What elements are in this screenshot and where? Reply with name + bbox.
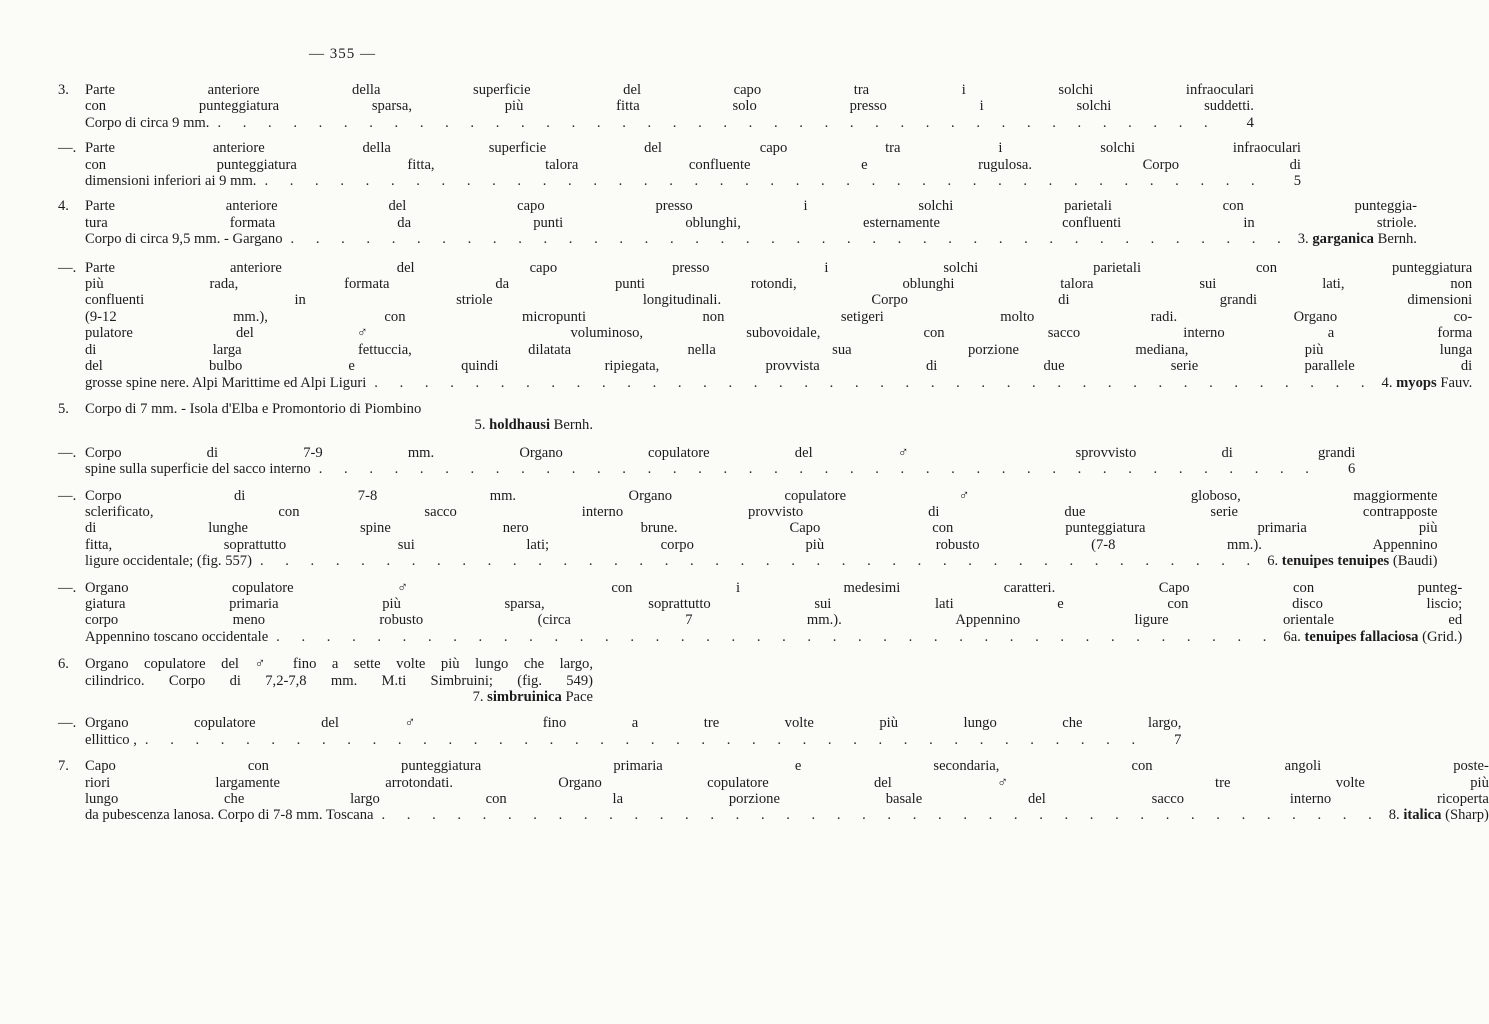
key-entry [58,140,1301,190]
dot-leader: . . . . . . . . . . . . . . . . . . . . . . . . . . . . . . . . . . . . . . . . [318,461,1318,478]
dot-leader: . . . . . . . . . . . . . . . . . . . . . . . . . . . . . . . . . . . . . . . . [290,231,1290,248]
text-line: da pubescenza lanosa. Corpo di 7-8 mm. Toscana [85,807,374,824]
text-line: Corpo di 7-8 mm. Organo copulatore ♂ globoso, maggiormente [85,487,1438,504]
couplet-reference [1381,807,1489,823]
couplet-reference: 6 [1347,461,1356,478]
entry-number: —. [58,579,77,596]
text-line: Organo copulatore del ♂ fino a tre volte più lungo che largo, [85,715,1182,732]
leader-line [85,732,1181,748]
text-line: (9-12 mm.), con micropunti non setigeri molto radi. Organo co- [85,308,1473,325]
text-line: grosse spine nere. Alpi Marittime ed Alpi Liguri [85,374,367,391]
text-line: di lunghe spine nero brune. Capo con punteggiatura primaria più [85,520,1438,537]
text-line: ligure occidentale; (fig. 557) [85,553,252,570]
couplet-reference: 5 [1293,173,1301,190]
entry-text [85,82,1254,131]
key-entry [58,198,1417,248]
text-line: dimensioni inferiori ai 9 mm. [85,173,257,190]
key-entry [58,579,1463,646]
entry-text [85,401,593,434]
text-line: spine sulla superficie del sacco interno [85,461,311,478]
taxon-number: 8. [1388,807,1400,824]
key-entries [58,82,1489,824]
couplet-reference [1259,553,1437,569]
entry-number: 3. [58,82,69,98]
couplet-reference: 4 [1246,114,1254,131]
entry-number: —. [58,715,77,732]
taxon-number: 4. [1381,374,1393,391]
entry-number: 4. [58,198,69,215]
entry-text [85,580,1462,646]
text-line: con punteggiatura sparsa, più fitta solo presso i solchi suddetti. [85,98,1254,115]
taxon-line [85,689,593,705]
text-line: sclerificato, con sacco interno provvisto di due serie contrapposte [85,503,1438,520]
couplet-reference: 7 [1174,731,1182,748]
text-line: con punteggiatura fitta, talora confluente e rugulosa. Corpo di [85,156,1301,173]
leader-line [85,461,1355,477]
entry-text [85,445,1355,478]
text-line: ellittico , [85,731,137,748]
text-line: fitta, soprattutto sui lati; corpo più robusto (7-8 mm.). Appennino [85,536,1438,553]
taxon-number: 6a. [1283,628,1301,645]
taxon-number: 6. [1267,553,1279,570]
page-number: — 355 — [309,46,376,62]
text-line: giatura primaria più sparsa, soprattutto sui lati e con disco liscio; [85,595,1463,612]
text-line: Appennino toscano occidentale [85,628,269,645]
entry-text [85,715,1181,748]
text-line: Corpo di 7-9 mm. Organo copulatore del ♂ sprovvisto di grandi [85,444,1356,461]
species-name: italica [1403,807,1442,824]
text-line: tura formata da punti oblunghi, esternamente confluenti in striole. [85,214,1417,231]
leader-line [85,173,1301,189]
text-line: confluenti in striole longitudinali. Corpo di grandi dimensioni [85,292,1473,309]
text-line: Corpo di circa 9,5 mm. - Gargano [85,231,283,248]
text-line: lungo che largo con la porzione basale del sacco interno ricoperta [85,791,1489,808]
key-entry [58,82,1254,131]
entry-number: 7. [58,758,69,775]
leader-line [85,375,1472,391]
taxon-number: 3. [1297,231,1309,248]
text-line: di larga fettuccia, dilatata nella sua porzione mediana, più lunga [85,341,1473,358]
leader-line [85,629,1462,645]
species-author: Bernh. [553,417,593,434]
text-line: Parte anteriore della superficie del capo tra i solchi infraoculari [85,140,1301,157]
entry-number: —. [58,259,77,276]
species-name: garganica [1312,231,1374,248]
entry-number: —. [58,140,77,157]
text-line: Organo copulatore del ♂ fino a sette volte più lungo che largo, [85,656,593,673]
key-entry [58,444,1356,478]
leader-line [85,553,1438,569]
entry-number: —. [58,444,77,461]
key-entry [58,758,1489,824]
species-author: Bernh. [1377,231,1417,248]
key-entry [58,259,1473,391]
taxon-line [85,417,593,433]
species-name: myops [1396,374,1437,391]
dot-leader: . . . . . . . . . . . . . . . . . . . . . . . . . . . . . . . . . . . . . . . . [144,731,1145,748]
entry-number: 5. [58,400,69,417]
dot-leader: . . . . . . . . . . . . . . . . . . . . . . . . . . . . . . . . . . . . . . . . [259,553,1260,570]
species-author: (Grid.) [1422,628,1463,645]
entry-text [85,140,1301,189]
species-author: (Sharp) [1445,807,1489,824]
entry-text [85,656,593,705]
entry-text [85,488,1438,570]
taxon-number: 5. [474,417,486,434]
text-line: Corpo di circa 9 mm. [85,114,210,131]
text-line: Capo con punteggiatura primaria e secondaria, con angoli poste- [85,758,1489,775]
leader-line [85,807,1489,823]
species-author: Fauv. [1440,374,1473,391]
text-line: Parte anteriore del capo presso i solchi parietali con punteggiatura [85,259,1473,276]
key-entry [58,656,593,705]
entry-text [85,198,1417,247]
entry-number: 6. [58,656,69,673]
entry-text [85,260,1472,391]
dot-leader: . . . . . . . . . . . . . . . . . . . . . . . . . . . . . . . . . . . . . . . . [217,114,1217,131]
text-line: più rada, formata da punti rotondi, oblunghi talora sui lati, non [85,276,1473,293]
species-name: holdhausi [489,417,551,434]
couplet-reference [1275,629,1462,645]
text-line: corpo meno robusto (circa 7 mm.). Appennino ligure orientale ed [85,612,1463,629]
text-line: riori largamente arrotondati. Organo copulatore del ♂ tre volte più [85,774,1489,791]
couplet-reference [1374,375,1473,391]
taxon-number: 7. [472,689,484,705]
text-line: pulatore del ♂ voluminoso, subovoidale, con sacco interno a forma [85,325,1473,342]
entry-number: —. [58,487,77,504]
entry-text [85,758,1489,824]
key-entry [58,487,1438,570]
text-line: cilindrico. Corpo di 7,2-7,8 mm. M.ti Simbruini; (fig. 549) [85,672,593,689]
species-author: (Baudi) [1392,553,1438,570]
leader-line [85,115,1254,131]
species-author: Pace [565,689,593,705]
species-name: tenuipes tenuipes [1281,553,1390,570]
species-name: tenuipes fallaciosa [1304,628,1419,645]
species-name: simbruinica [487,689,562,705]
dot-leader: . . . . . . . . . . . . . . . . . . . . . . . . . . . . . . . . . . . . . . . . [264,173,1264,190]
text-line: Parte anteriore del capo presso i solchi parietali con punteggia- [85,198,1417,215]
text-line: Parte anteriore della superficie del capo tra i solchi infraoculari [85,82,1254,98]
key-entry [58,715,1182,748]
couplet-reference [1290,231,1417,247]
text-line: del bulbo e quindi ripiegata, provvista di due serie parallele di [85,358,1473,375]
key-entry [58,401,593,434]
dot-leader: . . . . . . . . . . . . . . . . . . . . . . . . . . . . . . . . . . . . . . . . [374,374,1374,391]
leader-line [85,231,1417,247]
dot-leader: . . . . . . . . . . . . . . . . . . . . . . . . . . . . . . . . . . . . . . . . [276,628,1276,645]
text-line: Organo copulatore ♂ con i medesimi caratteri. Capo con punteg- [85,579,1463,596]
text-line: Corpo di 7 mm. - Isola d'Elba e Promontorio di Piombino [85,400,422,417]
dot-leader: . . . . . . . . . . . . . . . . . . . . . . . . . . . . . . . . . . . . . . . . [381,807,1381,824]
